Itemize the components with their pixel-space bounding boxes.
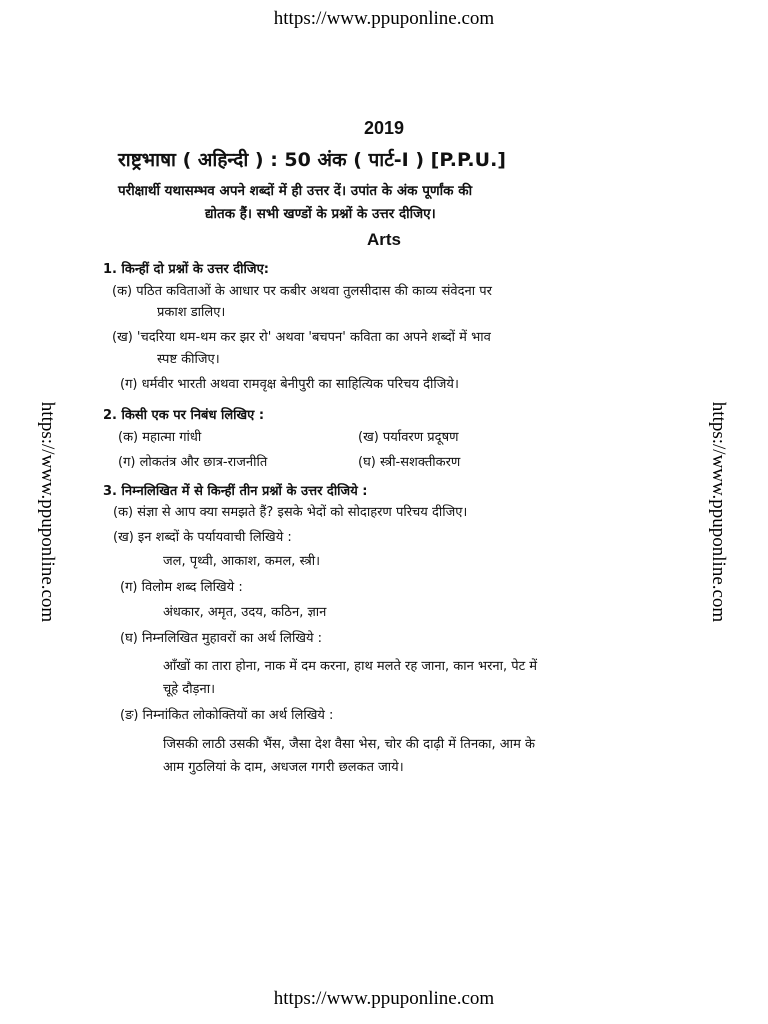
watermark-left-url: https://www.ppuponline.com: [37, 401, 58, 623]
q3-option-e-words: जिसकी लाठी उसकी भैंस, जैसा देश वैसा भेस, चोर की दाढ़ी में तिनका, आम के: [163, 737, 535, 752]
q3-option-d: (घ) निम्नलिखित मुहावरों का अर्थ लिखिये :: [120, 631, 323, 646]
instructions-line-1: परीक्षार्थी यथासम्भव अपने शब्दों में ही उत्तर दें। उपांत के अंक पूर्णांक की: [118, 183, 473, 199]
q3-option-e: (ङ) निम्नांकित लोकोक्तियों का अर्थ लिखिये :: [120, 708, 334, 723]
q3-option-d-words: आँखों का तारा होना, नाक में दम करना, हाथ मलते रह जाना, कान भरना, पेट में: [163, 659, 538, 674]
q3-option-c: (ग) विलोम शब्द लिखिये :: [120, 580, 243, 595]
q2-heading: 2. किसी एक पर निबंध लिखिए :: [103, 408, 265, 423]
q3-option-d-words-cont: चूहे दौड़ना।: [163, 682, 216, 697]
instructions-line-2: द्योतक हैं। सभी खण्डों के प्रश्नों के उत्तर दीजिए।: [205, 206, 436, 222]
q1-option-b-cont: स्पष्ट कीजिए।: [157, 352, 220, 367]
q2-option-d: (घ) स्त्री-सशक्तीकरण: [358, 455, 461, 470]
q1-heading: 1. किन्हीं दो प्रश्नों के उत्तर दीजिए:: [103, 262, 269, 277]
section-heading: Arts: [366, 230, 401, 249]
paper-title: राष्ट्रभाषा ( अहिन्दी ) : 50 अंक ( पार्ट-I ) [P.P.U.]: [118, 149, 506, 171]
q3-option-b: (ख) इन शब्दों के पर्यायवाची लिखिये :: [113, 530, 292, 545]
watermark-top-url: https://www.ppuponline.com: [273, 8, 495, 29]
watermark-bottom-url: https://www.ppuponline.com: [273, 988, 495, 1009]
q1-option-a: (क) पठित कविताओं के आधार पर कबीर अथवा तुलसीदास की काव्य संवेदना पर: [112, 284, 492, 299]
q3-option-b-words: जल, पृथ्वी, आकाश, कमल, स्त्री।: [163, 554, 321, 569]
q3-option-e-words-cont: आम गुठलियां के दाम, अधजल गगरी छलकत जाये।: [163, 760, 404, 775]
q3-option-a: (क) संज्ञा से आप क्या समझते हैं? इसके भेदों को सोदाहरण परिचय दीजिए।: [113, 505, 468, 520]
q2-option-a: (क) महात्मा गांधी: [118, 430, 202, 445]
exam-year: 2019: [363, 118, 405, 138]
q3-heading: 3. निम्नलिखित में से किन्हीं तीन प्रश्नों के उत्तर दीजिये :: [103, 484, 368, 499]
q1-option-b: (ख) 'चदरिया थम-थम कर झर रो' अथवा 'बचपन' कविता का अपने शब्दों में भाव: [112, 330, 491, 345]
watermark-right-url: https://www.ppuponline.com: [708, 401, 729, 623]
q1-option-c: (ग) धर्मवीर भारती अथवा रामवृक्ष बेनीपुरी का साहित्यिक परिचय दीजिये।: [120, 377, 459, 392]
q1-option-a-cont: प्रकाश डालिए।: [157, 305, 226, 320]
q3-option-c-words: अंधकार, अमृत, उदय, कठिन, ज्ञान: [163, 605, 327, 620]
q2-option-b: (ख) पर्यावरण प्रदूषण: [358, 430, 459, 445]
q2-option-c: (ग) लोकतंत्र और छात्र-राजनीति: [118, 455, 268, 470]
